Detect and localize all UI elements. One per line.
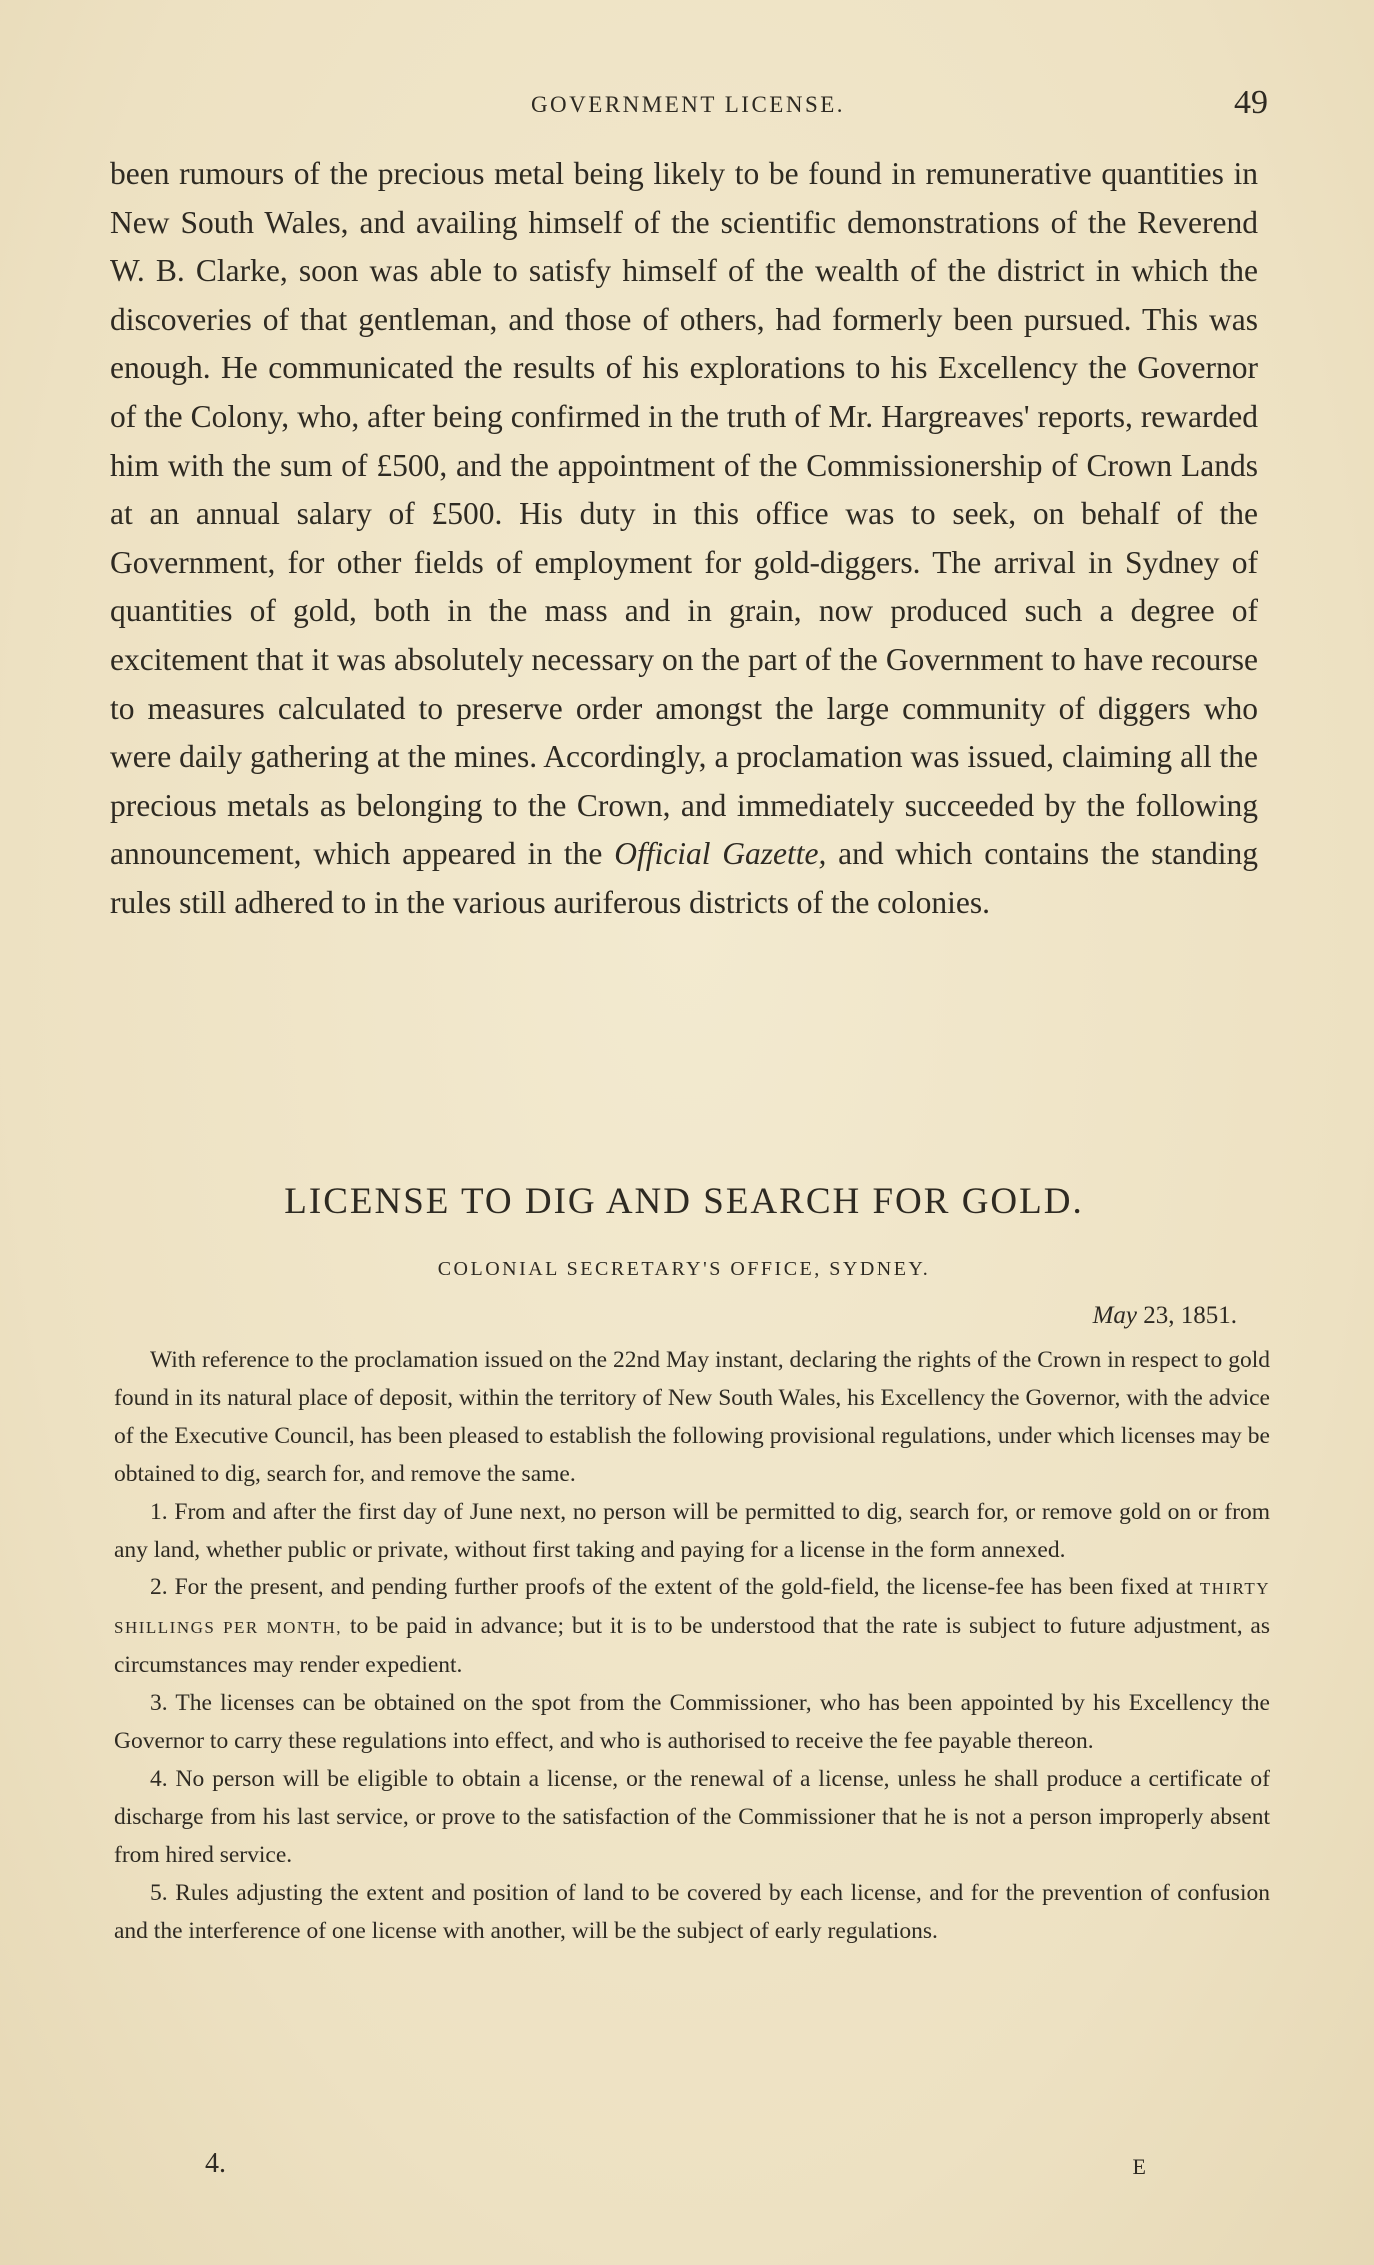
date-day-year: 23, 1851.	[1143, 1302, 1237, 1329]
page-number: 49	[1234, 84, 1268, 121]
license-title: LICENSE TO DIG AND SEARCH FOR GOLD.	[284, 1181, 1084, 1222]
body-text-main: been rumours of the precious metal being likely to be found in remunerative quantities in New South Wales, and availing himself of the scientific demonstrations of the Reverend W. B. Clarke, soon was able to satisfy himself of the wealth of the district in which the discoveries of that gentleman, and those of others, had formerly been pursued. This was enough. He communicated the results of his explorations to his Excellency the Governor of the Colony, who, after being confirmed in the truth of Mr. Hargreaves' reports, rewarded him with the sum of £500, and the appointment of the Commissionership of Crown Lands at an annual salary of £500. His duty in this office was to seek, on behalf of the Government, for other fields of employment for gold-diggers. The arrival in Sydney of quantities of gold, both in the mass and in grain, now produced such a degree of excitement that it was absolutely necessary on the part of the Government to have recourse to measures calculated to preserve order amongst the large community of diggers who were daily gathering at the mines. Accordingly, a proclamation was issued, claiming all the precious metals as belonging to the Crown, and immediately succeeded by the following announcement, which appeared in the	[110, 156, 1258, 872]
license-notice	[114, 1342, 1270, 1951]
license-fee: THIRTY SHILLINGS PER MONTH,	[114, 1579, 1271, 1638]
office-heading: COLONIAL SECRETARY'S OFFICE, SYDNEY.	[437, 1258, 931, 1280]
dateline	[1093, 1302, 1237, 1330]
rule-2-text-end: to be paid in advance; but it is to be understood that the rate is subject to future adjustment, as circumstances may render expedient.	[114, 1613, 1271, 1679]
rule-4: 4. No person will be eligible to obtain a license, or the renewal of a license, unless he shall produce a certificate of discharge from his last service, or prove to the satisfaction of the Commissioner that he is not a person improperly absent from hired service.	[114, 1765, 1270, 1868]
gazette-title: Official Gazette,	[614, 836, 827, 872]
body-paragraph	[110, 150, 1258, 928]
body-text-end: and which contains the standing rules still adhered to in the various auriferous districts of the colonies.	[110, 836, 1259, 920]
signature-mark: 4.	[205, 2148, 226, 2179]
gathering-signature: E	[1132, 2154, 1146, 2179]
rule-1: 1. From and after the first day of June next, no person will be permitted to dig, search for, or remove gold on or from any land, whether public or private, without first taking and paying for a license in the form annexed.	[114, 1498, 1270, 1563]
rule-5: 5. Rules adjusting the extent and position of land to be covered by each license, and for the prevention of confusion and the interference of one license with another, will be the subject of early regulations.	[114, 1879, 1270, 1944]
rule-3: 3. The licenses can be obtained on the spot from the Commissioner, who has been appointed by his Excellency the Governor to carry these regulations into effect, and who is authorised to receive the fee payable thereon.	[114, 1690, 1270, 1755]
rule-2	[114, 1569, 1270, 1685]
notice-intro: With reference to the proclamation issued on the 22nd May instant, declaring the rights of the Crown in respect to gold found in its natural place of deposit, within the territory of New South Wales, his Excellency the Governor, with the advice of the Executive Council, has been pleased to establish the following provisional regulations, under which licenses may be obtained to dig, search for, and remove the same.	[114, 1347, 1270, 1487]
running-head	[108, 86, 1268, 126]
rule-2-text-start: 2. For the present, and pending further proofs of the extent of the gold-field, the license-fee has been fixed at	[150, 1574, 1193, 1601]
running-title: GOVERNMENT LICENSE.	[530, 92, 846, 117]
date-month: May	[1092, 1302, 1137, 1329]
